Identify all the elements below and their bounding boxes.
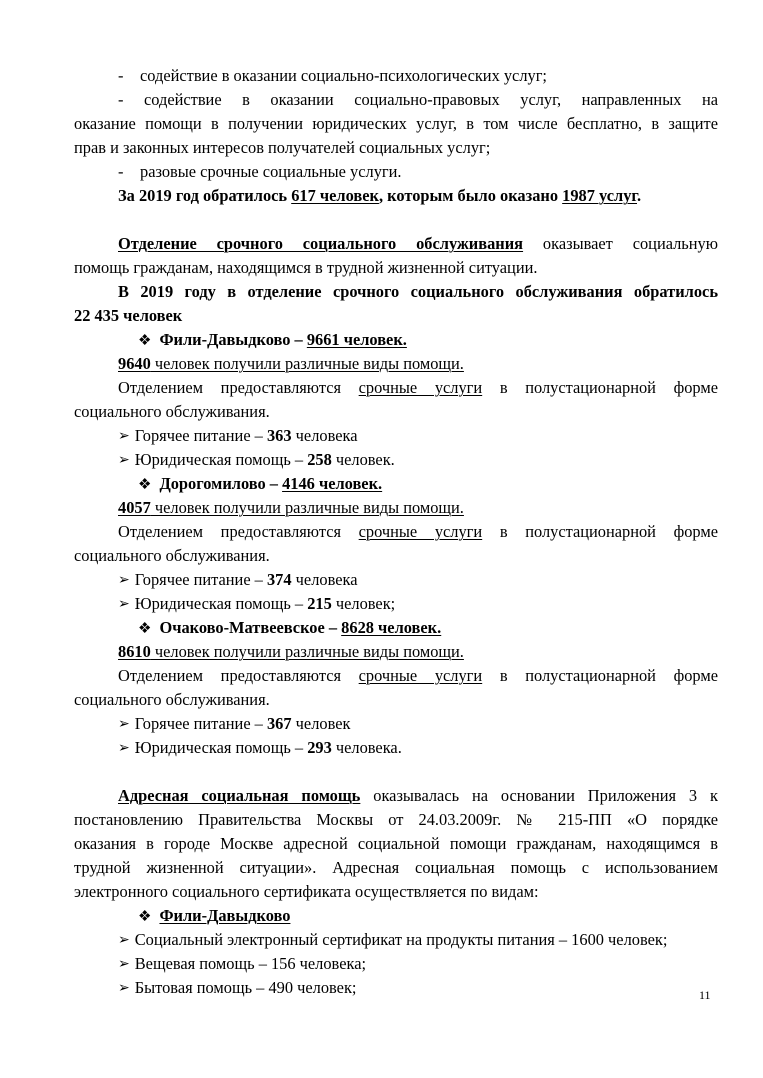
arrow-bullet-icon: ➢ xyxy=(118,429,130,444)
dash-bullet: - xyxy=(118,162,124,181)
helped-text: человек получили различные виды помощи. xyxy=(150,642,464,661)
paragraph-line: социального обслуживания. xyxy=(74,402,270,421)
item-label: Горячее питание – xyxy=(134,570,267,589)
summary-text: За 2019 год обратилось xyxy=(118,186,292,205)
helped-text: человек получили различные виды помощи. xyxy=(150,498,464,517)
diamond-bullet-icon: ❖ xyxy=(138,477,152,493)
list-item-text: разовые срочные социальные услуги. xyxy=(140,162,402,181)
section-heading-line xyxy=(118,784,718,808)
district-count: 8628 человек. xyxy=(341,618,442,637)
underlined-term: срочные услуги xyxy=(358,378,483,397)
item-unit: человек. xyxy=(331,450,395,469)
helped-line xyxy=(118,496,718,520)
paragraph-line: социального обслуживания. xyxy=(74,690,270,709)
bold-paragraph-line: В 2019 году в отделение срочного социального обслуживания обратилось xyxy=(118,282,718,301)
list-item-text: содействие в оказании социально-психологических услуг; xyxy=(140,66,547,85)
item-label: Юридическая помощь – xyxy=(134,738,308,757)
item-unit: человека. xyxy=(331,738,402,757)
helped-number: 8610 xyxy=(118,642,151,661)
item-value: 374 xyxy=(266,570,292,589)
district-heading xyxy=(138,472,763,497)
item-unit: человек; xyxy=(331,594,396,613)
paragraph-line: оказание помощи в получении юридических услуг, в том числе бесплатно, в защите xyxy=(74,114,718,133)
paragraph-line xyxy=(118,376,718,400)
paragraph-text: Отделением предоставляются xyxy=(118,666,359,685)
list-item xyxy=(118,976,718,1002)
district-heading xyxy=(138,616,763,641)
paragraph-line xyxy=(118,664,718,688)
district-heading xyxy=(138,328,763,353)
helped-number: 9640 xyxy=(118,354,151,373)
summary-line xyxy=(118,184,718,208)
arrow-bullet-icon: ➢ xyxy=(118,453,130,468)
paragraph-line: - содействие в оказании социально-правовых услуг, направленных на xyxy=(118,90,718,109)
item-value: 293 xyxy=(307,738,332,757)
list-item xyxy=(118,568,718,594)
list-item xyxy=(118,712,718,738)
summary-services: 1987 услуг xyxy=(562,186,637,205)
item-value: 367 xyxy=(266,714,292,733)
list-item-text: Социальный электронный сертификат на продукты питания – 1600 человек; xyxy=(134,930,668,949)
section-title: Адресная социальная помощь xyxy=(118,786,361,805)
list-item xyxy=(118,64,718,88)
list-item xyxy=(118,952,718,978)
diamond-bullet-icon: ❖ xyxy=(138,621,152,637)
diamond-bullet-icon: ❖ xyxy=(138,333,152,349)
paragraph-text: Отделением предоставляются xyxy=(118,378,359,397)
paragraph-line xyxy=(118,520,718,544)
list-item-text: Бытовая помощь – 490 человек; xyxy=(134,978,357,997)
district-count: 4146 человек. xyxy=(282,474,383,493)
summary-text: , которым было оказано xyxy=(378,186,563,205)
arrow-bullet-icon: ➢ xyxy=(118,957,130,972)
summary-count: 617 человек xyxy=(291,186,379,205)
list-item-text: Вещевая помощь – 156 человека; xyxy=(134,954,367,973)
paragraph-text: в полустационарной форме xyxy=(482,522,719,541)
list-item xyxy=(118,592,718,618)
helped-text: человек получили различные виды помощи. xyxy=(150,354,464,373)
paragraph-line: прав и законных интересов получателей социальных услуг; xyxy=(74,138,491,157)
district-heading xyxy=(138,904,763,929)
item-unit: человека xyxy=(291,426,358,445)
paragraph-line: трудной жизненной ситуации». Адресная социальная помощь с использованием xyxy=(74,858,718,877)
section-title: Отделение срочного социального обслуживания xyxy=(118,234,524,253)
district-name: Очаково-Матвеевское – xyxy=(159,618,342,637)
list-item xyxy=(118,160,718,184)
item-value: 215 xyxy=(307,594,332,613)
arrow-bullet-icon: ➢ xyxy=(118,981,130,996)
helped-line xyxy=(118,352,718,376)
dash-bullet: - xyxy=(118,66,124,85)
summary-text: . xyxy=(637,186,642,205)
paragraph-line: социального обслуживания. xyxy=(74,546,270,565)
section-heading-line xyxy=(118,232,718,256)
paragraph-line: постановлению Правительства Москвы от 24.03.2009г. № 215-ПП «О порядке xyxy=(74,810,718,829)
arrow-bullet-icon: ➢ xyxy=(118,573,130,588)
page-number: 11 xyxy=(699,988,711,1002)
paragraph-text: оказывалась на основании Приложения 3 к xyxy=(360,786,718,805)
list-item xyxy=(118,448,718,474)
underlined-term: срочные услуги xyxy=(358,666,483,685)
list-item xyxy=(118,928,718,954)
district-name: Фили-Давыдково xyxy=(159,906,291,925)
list-item xyxy=(118,736,718,762)
paragraph-line: помощь гражданам, находящимся в трудной жизненной ситуации. xyxy=(74,258,538,277)
district-name: Фили-Давыдково – xyxy=(159,330,307,349)
arrow-bullet-icon: ➢ xyxy=(118,741,130,756)
item-label: Горячее питание – xyxy=(134,714,267,733)
district-name: Дорогомилово – xyxy=(159,474,283,493)
paragraph-line: электронного социального сертификата осуществляется по видам: xyxy=(74,882,539,901)
diamond-bullet-icon: ❖ xyxy=(138,909,152,925)
district-count: 9661 человек. xyxy=(306,330,407,349)
arrow-bullet-icon: ➢ xyxy=(118,933,130,948)
list-item xyxy=(118,424,718,450)
item-label: Юридическая помощь – xyxy=(134,594,308,613)
arrow-bullet-icon: ➢ xyxy=(118,717,130,732)
helped-line xyxy=(118,640,718,664)
item-unit: человека xyxy=(291,570,358,589)
paragraph-text: оказывает социальную xyxy=(523,234,718,253)
paragraph-line: оказания в городе Москве адресной социальной помощи гражданам, находящимся в xyxy=(74,834,718,853)
item-unit: человек xyxy=(291,714,351,733)
bold-paragraph-line: 22 435 человек xyxy=(74,306,183,325)
paragraph-text: в полустационарной форме xyxy=(482,666,719,685)
helped-number: 4057 xyxy=(118,498,151,517)
item-label: Горячее питание – xyxy=(134,426,267,445)
paragraph-text: Отделением предоставляются xyxy=(118,522,359,541)
item-label: Юридическая помощь – xyxy=(134,450,308,469)
item-value: 258 xyxy=(307,450,332,469)
arrow-bullet-icon: ➢ xyxy=(118,597,130,612)
item-value: 363 xyxy=(266,426,292,445)
underlined-term: срочные услуги xyxy=(358,522,483,541)
paragraph-text: в полустационарной форме xyxy=(482,378,719,397)
